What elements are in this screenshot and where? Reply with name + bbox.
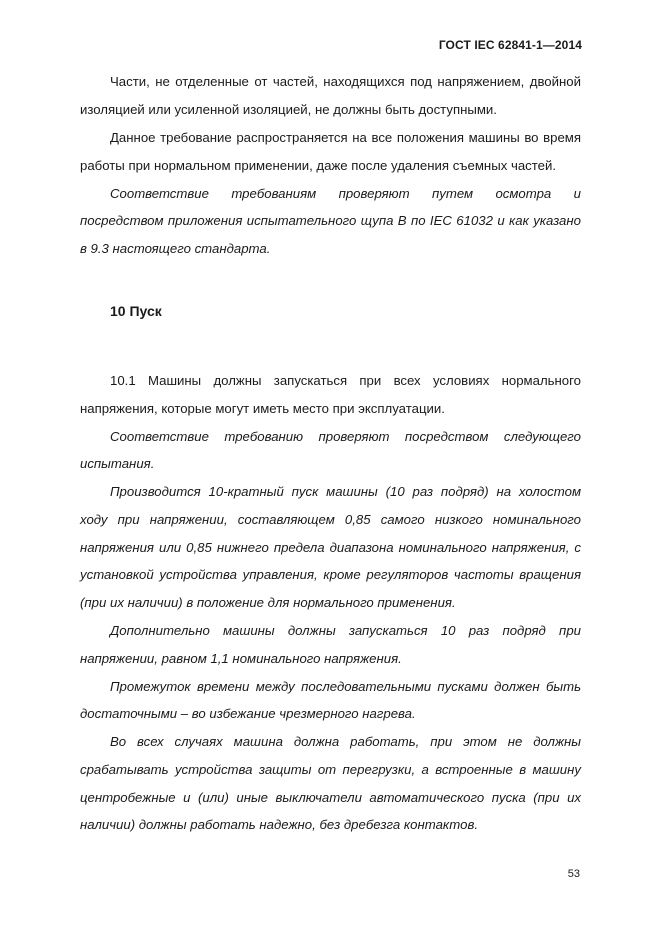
paragraph-line: достаточными – во избежание чрезмерного нагрева.	[80, 706, 416, 721]
paragraph-line: ходу при напряжении, составляющем 0,85 самого низкого номинального	[80, 512, 581, 527]
document-header: ГОСТ IEC 62841-1—2014	[438, 38, 582, 52]
paragraph-line: установкой устройства управления, кроме регуляторов частоты вращения	[80, 567, 581, 582]
paragraph-line: Производится 10-кратный пуск машины (10 раз подряд) на холостом	[110, 484, 581, 499]
paragraph-line: напряжения, которые могут иметь место при эксплуатации.	[80, 401, 445, 416]
paragraph-line: Соответствие требованиям проверяют путем осмотра и	[110, 186, 581, 201]
paragraph-line: (при их наличии) в положение для нормального применения.	[80, 595, 456, 610]
paragraph-line: Промежуток времени между последовательными пусками должен быть	[110, 679, 581, 694]
paragraph-line: Дополнительно машины должны запускаться 10 раз подряд при	[110, 623, 581, 638]
paragraph-line: напряжении, равном 1,1 номинального напряжения.	[80, 651, 402, 666]
paragraph-line: наличии) должны работать надежно, без дребезга контактов.	[80, 817, 478, 832]
paragraph-line: работы при нормальном применении, даже после удаления съемных частей.	[80, 158, 557, 173]
paragraph-line: изоляцией или усиленной изоляцией, не должны быть доступными.	[80, 102, 497, 117]
paragraph-line: Части, не отделенные от частей, находящихся под напряжением, двойной	[110, 74, 581, 89]
paragraph-line: напряжения или 0,85 нижнего предела диапазона номинального напряжения, с	[80, 540, 581, 555]
page-number: 53	[567, 868, 580, 880]
paragraph-line: Во всех случаях машина должна работать, при этом не должны	[110, 734, 581, 749]
paragraph-line: в 9.3 настоящего стандарта.	[80, 241, 271, 256]
paragraph-line: центробежные и (или) иные выключатели автоматического пуска (при их	[80, 790, 581, 805]
paragraph-line: 10.1 Машины должны запускаться при всех условиях нормального	[110, 373, 581, 388]
section-heading: 10 Пуск	[110, 303, 162, 319]
paragraph-line: срабатывать устройства защиты от перегрузки, а встроенные в машину	[80, 762, 581, 777]
paragraph-line: Соответствие требованию проверяют посредством следующего	[110, 429, 581, 444]
paragraph-line: Данное требование распространяется на все положения машины во время	[110, 130, 581, 145]
paragraph-line: испытания.	[80, 456, 155, 471]
paragraph-line: посредством приложения испытательного щупа В по IEC 61032 и как указано	[80, 213, 581, 228]
